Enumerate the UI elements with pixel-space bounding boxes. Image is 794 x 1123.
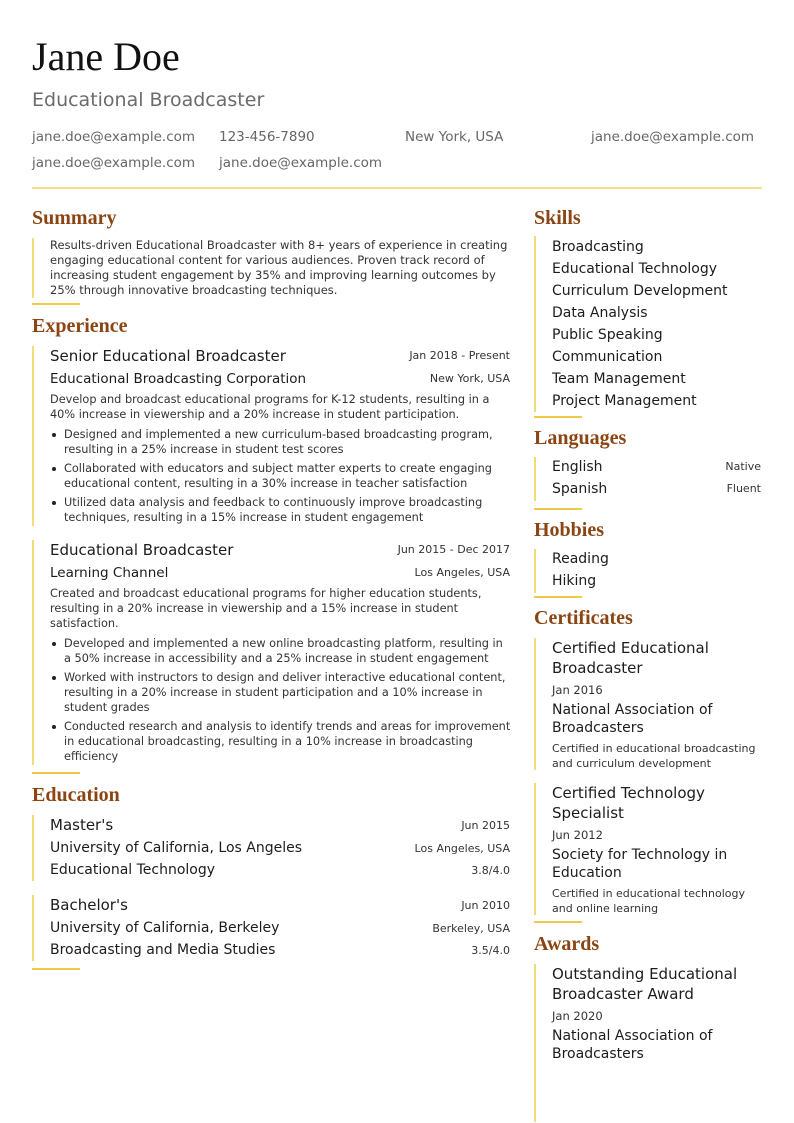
education-school: University of California, Los Angeles	[50, 840, 303, 856]
candidate-title: Educational Broadcaster	[32, 89, 265, 111]
job-dates: Jan 2018 - Present	[409, 349, 510, 362]
list-item-text: Developed and implemented a new online broadcasting platform, resulting in a 50% increase in accessibility and a 25% increase in student engagement	[64, 637, 503, 665]
language-level: Native	[725, 460, 761, 473]
list-item-text: Utilized data analysis and feedback to continuously improve broadcasting techniques, resulting in a 15% increase in student engagement	[64, 496, 483, 524]
education-location: Berkeley, USA	[432, 922, 510, 935]
contact-email[interactable]: jane.doe@example.com	[32, 129, 196, 145]
section-divider	[32, 968, 80, 970]
list-item	[50, 636, 512, 666]
section-rule	[32, 238, 34, 298]
award-issuer: National Association of Broadcasters	[552, 1028, 713, 1062]
language-name: English	[552, 459, 603, 475]
bullet-icon	[52, 501, 56, 505]
skill-item: Team Management	[552, 371, 686, 387]
contact-email[interactable]: jane.doe@example.com	[591, 129, 755, 145]
section-rule	[534, 236, 536, 412]
job-location: New York, USA	[429, 372, 510, 385]
education-heading: Education	[32, 784, 120, 806]
section-divider	[32, 303, 80, 305]
education-gpa: 3.5/4.0	[471, 944, 510, 957]
skills-heading: Skills	[534, 207, 581, 229]
education-school: University of California, Berkeley	[50, 920, 280, 936]
hobby-item: Hiking	[552, 573, 597, 589]
language-level: Fluent	[726, 482, 761, 495]
certificate-date: Jan 2016	[552, 683, 603, 697]
job-dates: Jun 2015 - Dec 2017	[397, 543, 510, 556]
certificate-issuer: National Association of Broadcasters	[552, 702, 713, 736]
education-degree: Master's	[50, 816, 114, 834]
contact-email[interactable]: jane.doe@example.com	[219, 155, 383, 171]
section-rule	[534, 638, 536, 770]
job-description: Develop and broadcast educational programs for K-12 students, resulting in a 40% increase in viewership and a 20% increase in student participation.	[50, 393, 490, 421]
bullet-icon	[52, 433, 56, 437]
award-date: Jan 2020	[552, 1009, 603, 1023]
skill-item: Curriculum Development	[552, 283, 728, 299]
section-rule	[32, 815, 34, 881]
list-item	[50, 427, 512, 457]
section-rule	[32, 540, 34, 765]
skill-item: Public Speaking	[552, 327, 663, 343]
job-location: Los Angeles, USA	[414, 566, 510, 579]
certificate-issuer: Society for Technology in Education	[552, 847, 728, 881]
skill-item: Project Management	[552, 393, 697, 409]
list-item-text: Collaborated with educators and subject matter experts to create engaging educational content, resulting in a 30% increase in teacher satisfaction	[64, 462, 492, 490]
contact-phone[interactable]: 123-456-7890	[219, 129, 315, 145]
education-date: Jun 2015	[461, 819, 510, 832]
skill-item: Data Analysis	[552, 305, 648, 321]
hobby-item: Reading	[552, 551, 609, 567]
list-item-text: Worked with instructors to design and deliver interactive educational content, resulting in a 20% increase in student participation and a 10% increase in student grades	[64, 671, 506, 714]
certificate-description: Certified in educational broadcasting and curriculum development	[552, 742, 756, 770]
education-degree: Bachelor's	[50, 896, 128, 914]
list-item-text: Designed and implemented a new curriculum-based broadcasting program, resulting in a 25% increase in student test scores	[64, 428, 493, 456]
certificate-title: Certified Technology Specialist	[552, 784, 705, 822]
education-gpa: 3.8/4.0	[471, 864, 510, 877]
education-field: Educational Technology	[50, 862, 216, 878]
list-item	[50, 461, 512, 491]
certificate-date: Jun 2012	[552, 828, 603, 842]
skill-item: Educational Technology	[552, 261, 718, 277]
section-divider	[534, 416, 582, 418]
job-title: Senior Educational Broadcaster	[50, 347, 286, 365]
bullet-icon	[52, 676, 56, 680]
list-item-text: Conducted research and analysis to identify trends and areas for improvement in educational broadcasting, resulting in a 10% increase in broadcasting efficiency	[64, 720, 511, 763]
section-rule	[534, 457, 536, 501]
section-rule	[534, 549, 536, 593]
job-company: Educational Broadcasting Corporation	[50, 371, 307, 387]
education-location: Los Angeles, USA	[414, 842, 510, 855]
section-rule	[32, 895, 34, 961]
summary-heading: Summary	[32, 207, 117, 229]
section-divider	[534, 921, 582, 923]
section-rule	[32, 346, 34, 526]
skill-item: Communication	[552, 349, 663, 365]
certificate-title: Certified Educational Broadcaster	[552, 639, 709, 677]
certificate-description: Certified in educational technology and online learning	[552, 887, 745, 915]
hobbies-heading: Hobbies	[534, 519, 605, 541]
job-company: Learning Channel	[50, 565, 169, 581]
section-divider	[534, 596, 582, 598]
job-title: Educational Broadcaster	[50, 541, 234, 559]
language-name: Spanish	[552, 481, 608, 497]
education-date: Jun 2010	[461, 899, 510, 912]
bullet-icon	[52, 467, 56, 471]
section-rule	[534, 964, 536, 1122]
job-description: Created and broadcast educational programs for higher education students, resulting in a 20% increase in viewership and a 15% increase in student satisfaction.	[50, 587, 482, 630]
experience-heading: Experience	[32, 315, 128, 337]
list-item	[50, 670, 512, 715]
award-title: Outstanding Educational Broadcaster Award	[552, 965, 738, 1003]
bullet-icon	[52, 642, 56, 646]
bullet-icon	[52, 725, 56, 729]
skill-item: Broadcasting	[552, 239, 644, 255]
list-item	[50, 719, 512, 764]
header-divider	[32, 187, 762, 189]
awards-heading: Awards	[534, 933, 600, 955]
section-divider	[32, 772, 80, 774]
section-rule	[534, 783, 536, 915]
summary-text: Results-driven Educational Broadcaster with 8+ years of experience in creating engaging educational content for various audiences. Proven track record of increasing student engagement by 35% and improving learning outcomes by 25% through innovative broadcasting techniques.	[50, 238, 508, 297]
languages-heading: Languages	[534, 427, 627, 449]
list-item	[50, 495, 512, 525]
section-divider	[534, 508, 582, 510]
contact-location: New York, USA	[405, 129, 504, 145]
candidate-name: Jane Doe	[32, 34, 180, 79]
contact-email[interactable]: jane.doe@example.com	[32, 155, 196, 171]
education-field: Broadcasting and Media Studies	[50, 942, 276, 958]
certificates-heading: Certificates	[534, 607, 633, 629]
